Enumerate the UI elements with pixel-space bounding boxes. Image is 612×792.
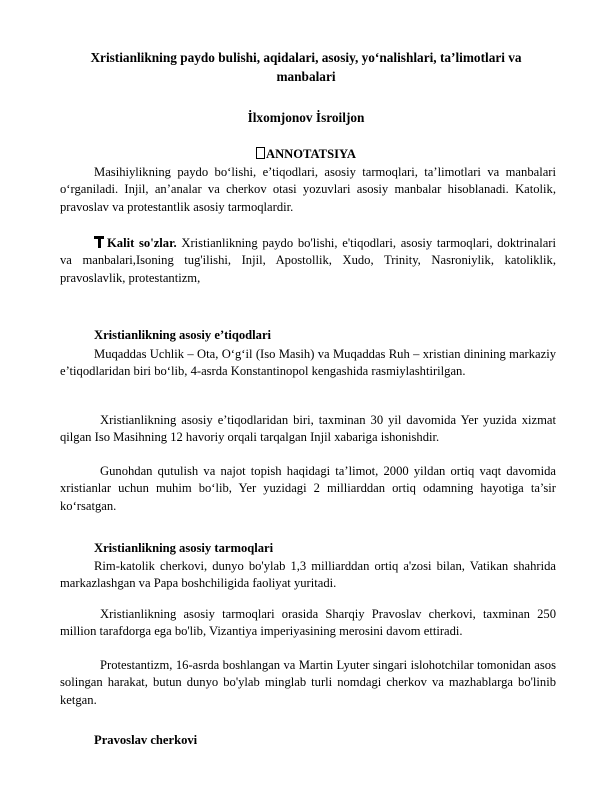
keywords-label: Kalit so'zlar. bbox=[107, 236, 177, 250]
branches-paragraph-2: Xristianlikning asosiy tarmoqlari orasida Sharqiy Pravoslav cherkovi, taxminan 250 million tarafdorga ega bo'lib, Vizantiya imperiyasining merosini davom ettiradi. bbox=[60, 607, 556, 639]
keywords-paragraph bbox=[60, 235, 556, 287]
section-heading-branches: Xristianlikning asosiy tarmoqlari bbox=[94, 541, 274, 555]
missing-glyph-icon bbox=[256, 147, 265, 159]
annotation-text: Masihiylikning paydo bo‘lishi, e’tiqodlari, asosiy tarmoqlari, ta’limotlari va manbalari o‘rganiladi. Injil, an’analar va cherkov otasi yozuvlari asosiy manbalar hisoblanadi. Katolik, pravoslav va protestantlik asosiy tarmoqlardir. bbox=[60, 165, 556, 214]
beliefs-paragraph-1: Muqaddas Uchlik – Ota, O‘g‘il (Iso Masih) va Muqaddas Ruh – xristian dinining markaziy e’tiqodlaridan biri bo‘lib, 4-asrda Konstantinopol kengashida rasmiylashtirilgan. bbox=[60, 347, 556, 379]
branches-paragraph-1: Rim-katolik cherkovi, dunyo bo'ylab 1,3 milliarddan ortiq a'zosi bilan, Vatikan shahrida markazlashgan va Papa boshchiligida faoliyat yuritadi. bbox=[60, 559, 556, 591]
beliefs-paragraph-3: Gunohdan qutulish va najot topish haqidagi ta’limot, 2000 yildan ortiq vaqt davomida xristianlar uchun muhim bo‘lib, Yer yuzidagi 2 milliarddan ortiq odamning hayotiga ta’sir ko‘rsatgan. bbox=[60, 464, 556, 513]
branches-paragraph-3: Protestantizm, 16-asrda boshlangan va Martin Lyuter singari islohotchilar tomonidan asos solingan harakat, butun dunyo bo'ylab minglab turli nomdagi cherkov va mazhablarga bo'linib ketgan. bbox=[60, 658, 556, 707]
pin-icon bbox=[94, 236, 104, 248]
paper-title: Xristianlikning paydo bulishi, aqidalari, asosiy, yo‘nalishlari, ta’limotlari va manbalari bbox=[90, 50, 522, 84]
annotation-heading: ANNOTATSIYA bbox=[60, 147, 552, 162]
beliefs-paragraph-2: Xristianlikning asosiy e’tiqodlaridan biri, taxminan 30 yil davomida Yer yuzida xizmat qilgan Iso Masihning 12 havoriy orqali tarqalgan Injil xabariga ishonishdir. bbox=[60, 413, 556, 445]
author-name: İlxomjonov İsroiljon bbox=[247, 110, 365, 125]
section-heading-orthodox: Pravoslav cherkovi bbox=[94, 733, 198, 747]
keywords-text: Xristianlikning paydo bo'lishi, e'tiqodlari, asosiy tarmoqlari, doktrinalari va manbalari,Isoning tug'ilishi, Injil, Apostollik, Xudo, Trinity, Nasroniylik, katoliklik, pravoslavlik, protestantizm, bbox=[60, 236, 556, 285]
section-heading-beliefs: Xristianlikning asosiy e’tiqodlari bbox=[94, 328, 272, 342]
